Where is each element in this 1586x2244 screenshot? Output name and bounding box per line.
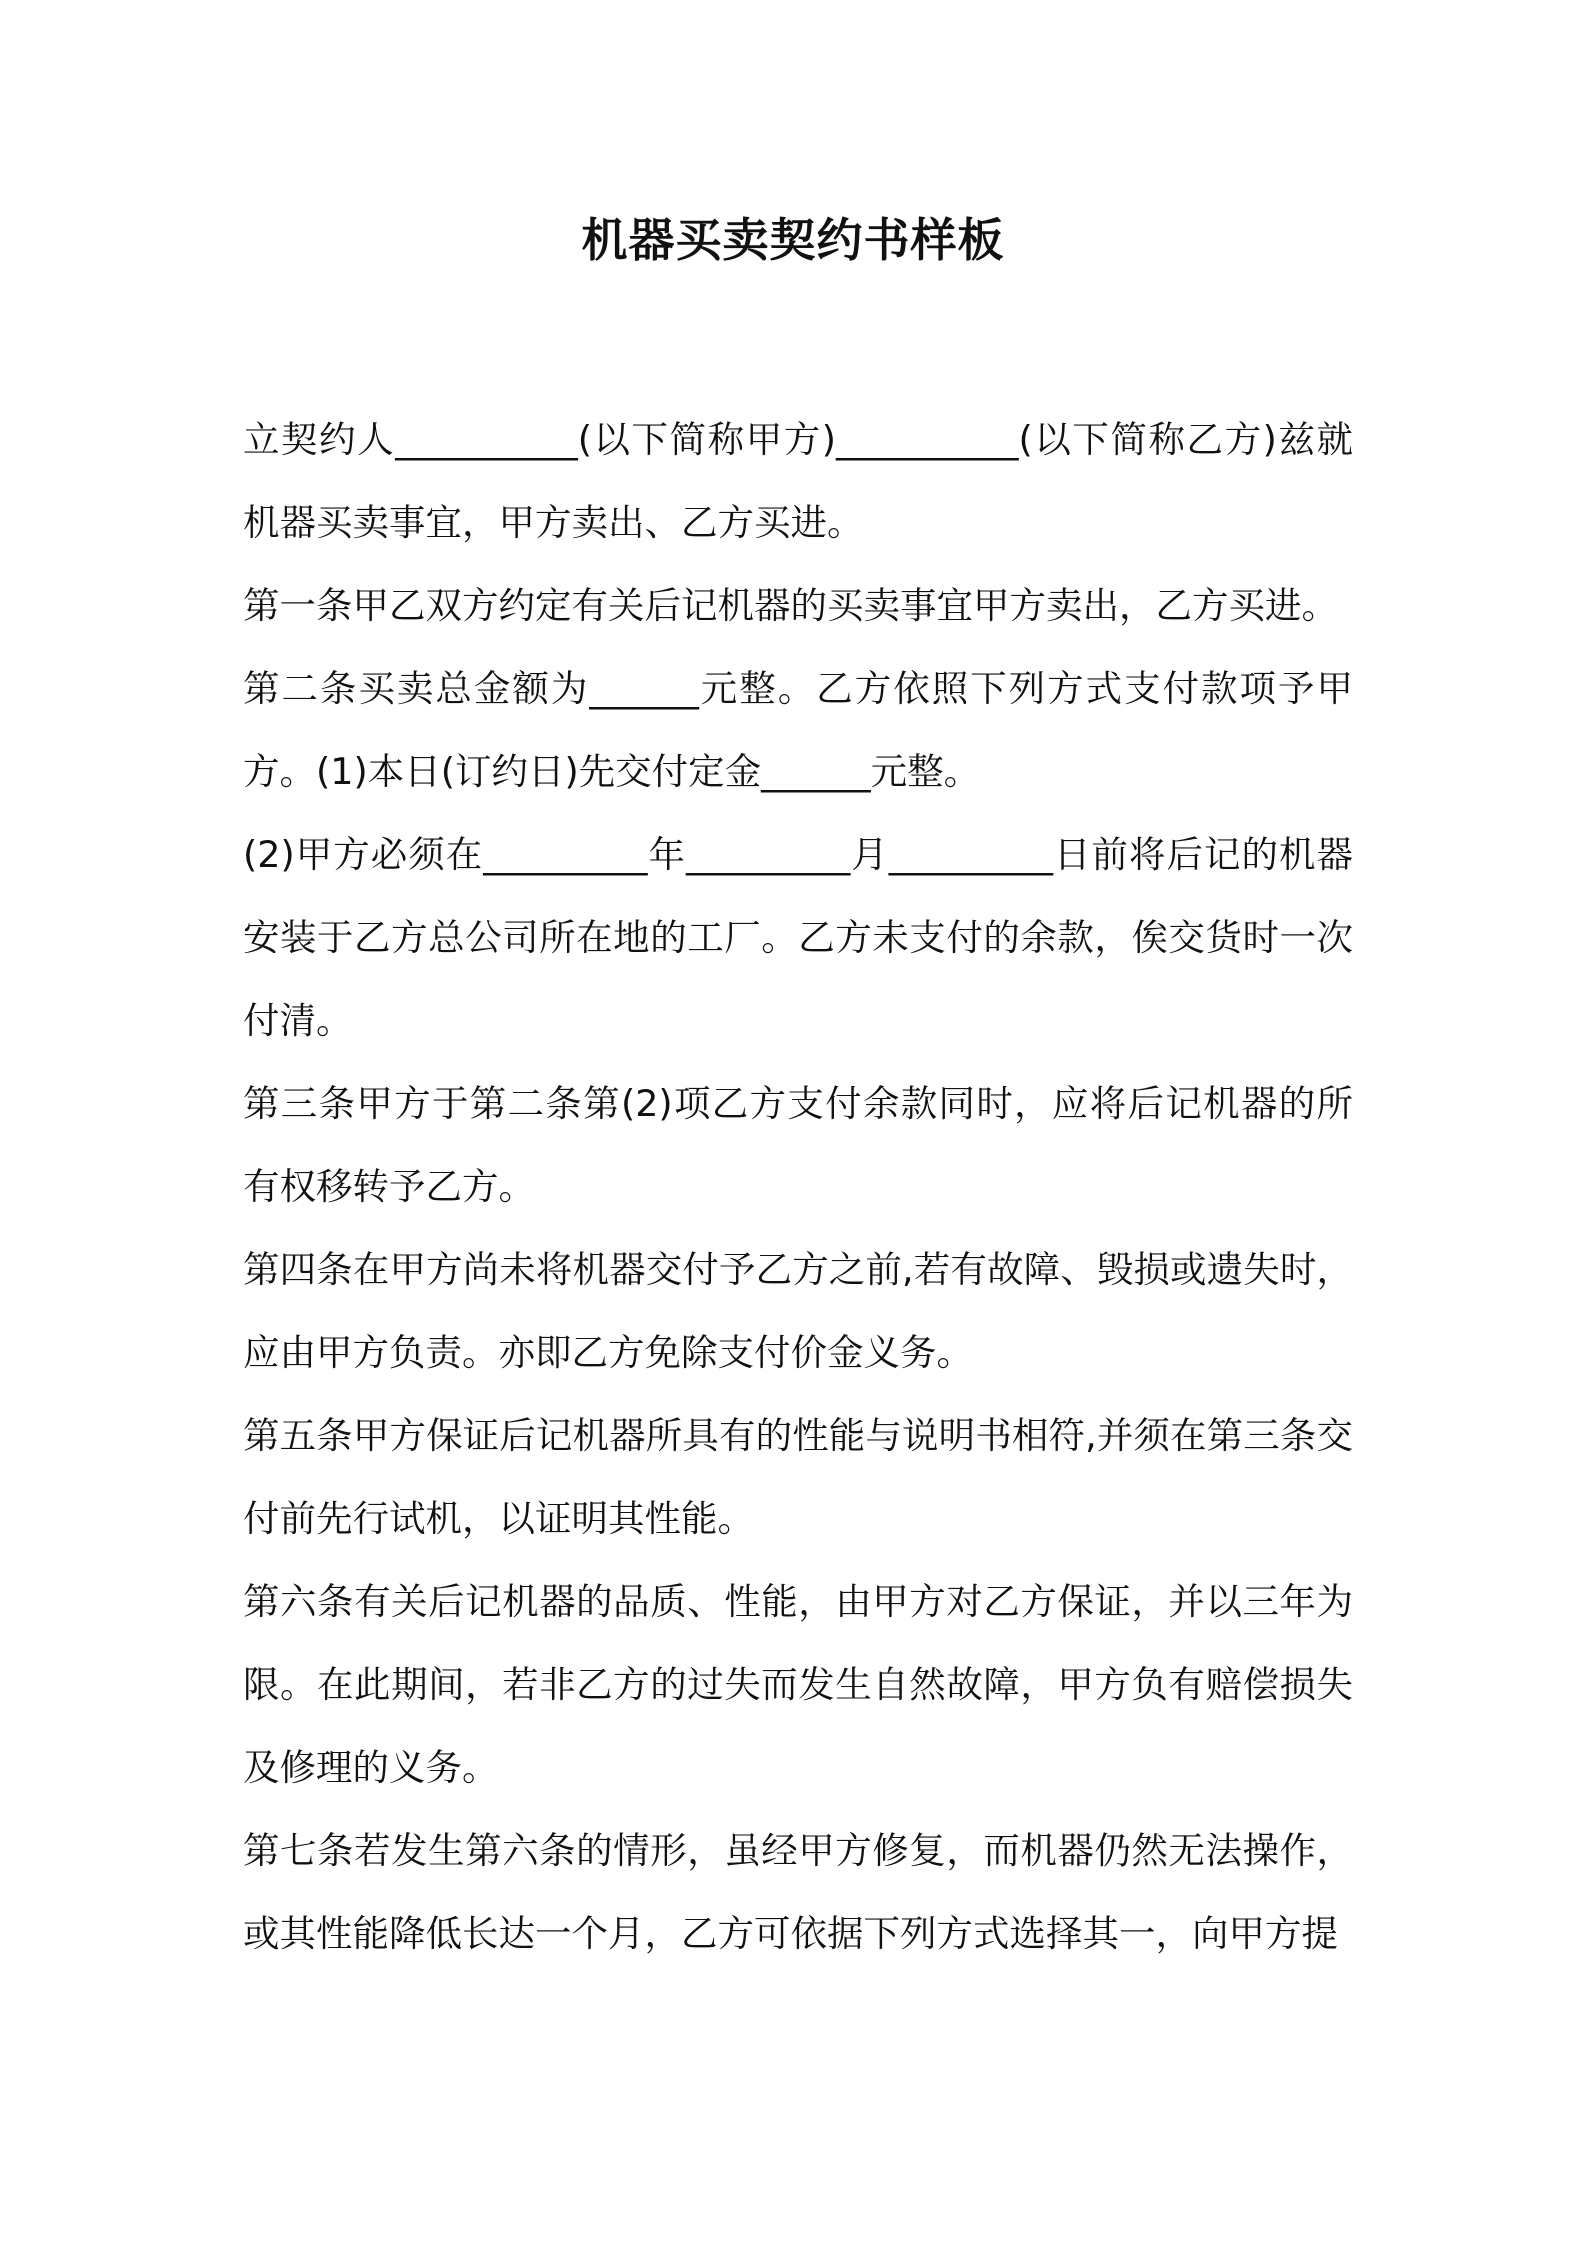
paragraph-article-1: 第一条甲乙双方约定有关后记机器的买卖事宜甲方卖出，乙方买进。	[243, 584, 1338, 627]
document-title: 机器买卖契约书样板	[581, 213, 1005, 267]
paragraph-preamble: 立契约人__________(以下简称甲方)__________(以下简称乙方)兹就机器买卖事宜，甲方卖出、乙方买进。	[243, 418, 1353, 544]
paragraph-article-2: 第二条买卖总金额为______元整。乙方依照下列方式支付款项予甲方。(1)本日(订约日)先交付定金______元整。	[243, 667, 1353, 793]
paragraph-article-3: 第三条甲方于第二条第(2)项乙方支付余款同时，应将后记机器的所有权移转予乙方。	[243, 1082, 1353, 1208]
paragraph-article-4: 第四条在甲方尚未将机器交付予乙方之前,若有故障、毁损或遗失时，应由甲方负责。亦即乙方免除支付价金义务。	[243, 1248, 1353, 1374]
document-body	[243, 398, 1353, 1975]
paragraph-article-6: 第六条有关后记机器的品质、性能，由甲方对乙方保证，并以三年为限。在此期间，若非乙方的过失而发生自然故障，甲方负有赔偿损失及修理的义务。	[243, 1580, 1353, 1789]
paragraph-article-7: 第七条若发生第六条的情形，虽经甲方修复，而机器仍然无法操作，或其性能降低长达一个月，乙方可依据下列方式选择其一，向甲方提	[243, 1829, 1353, 1955]
paragraph-article-5: 第五条甲方保证后记机器所具有的性能与说明书相符,并须在第三条交付前先行试机，以证明其性能。	[243, 1414, 1353, 1540]
paragraph-article-2-item-2: (2)甲方必须在_________年_________月_________日前将后记的机器安装于乙方总公司所在地的工厂。乙方未支付的余款，俟交货时一次付清。	[243, 833, 1353, 1042]
